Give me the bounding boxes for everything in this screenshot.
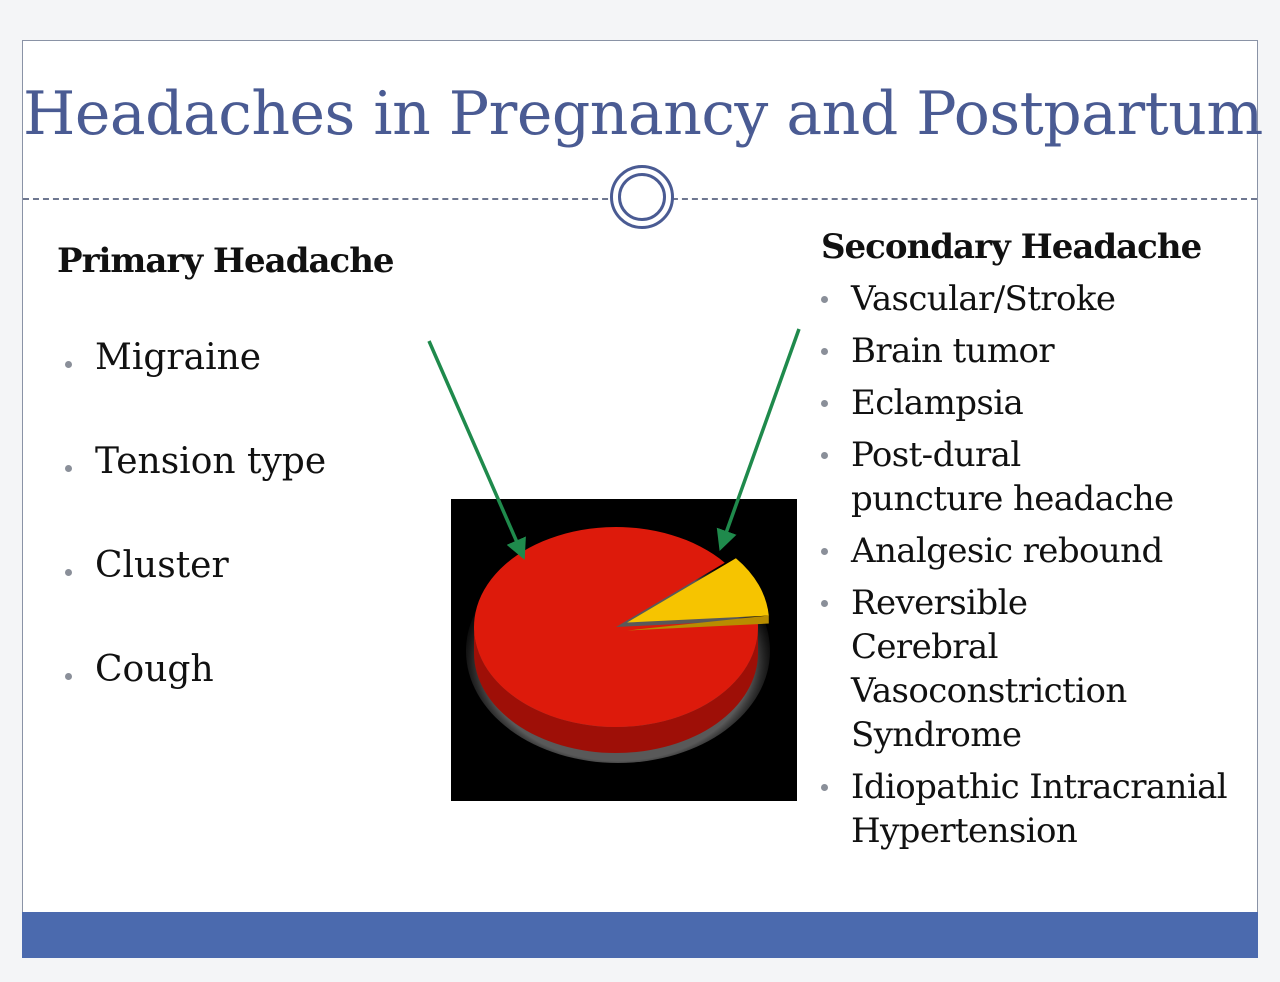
primary-headache-heading: Primary Headache: [57, 241, 394, 281]
pie-chart: [451, 499, 797, 801]
list-item: Analgesic rebound: [851, 529, 1231, 573]
secondary-headache-heading: Secondary Headache: [821, 227, 1202, 267]
list-item: Idiopathic Intracranial Hypertension: [851, 765, 1231, 853]
list-item: Reversible Cerebral Vasoconstriction Syndrome: [851, 581, 1151, 757]
slide: [22, 40, 1263, 958]
list-item: Vascular/Stroke: [851, 277, 1231, 321]
footer-bar: [22, 912, 1258, 958]
divider-ring-ornament: [610, 165, 674, 229]
slide-title: Headaches in Pregnancy and Postpartum: [23, 79, 1263, 149]
pie-chart-panel: [451, 499, 797, 801]
list-item: Cluster: [95, 545, 326, 649]
list-item: Brain tumor: [851, 329, 1231, 373]
list-item: Cough: [95, 649, 326, 753]
list-item: Eclampsia: [851, 381, 1231, 425]
pie-slice-primary: [474, 527, 758, 727]
secondary-headache-list: [851, 277, 1231, 861]
list-item: Tension type: [95, 441, 326, 545]
list-item: Post-dural puncture headache: [851, 433, 1181, 521]
list-item: Migraine: [95, 337, 326, 441]
primary-headache-list: [95, 337, 326, 753]
